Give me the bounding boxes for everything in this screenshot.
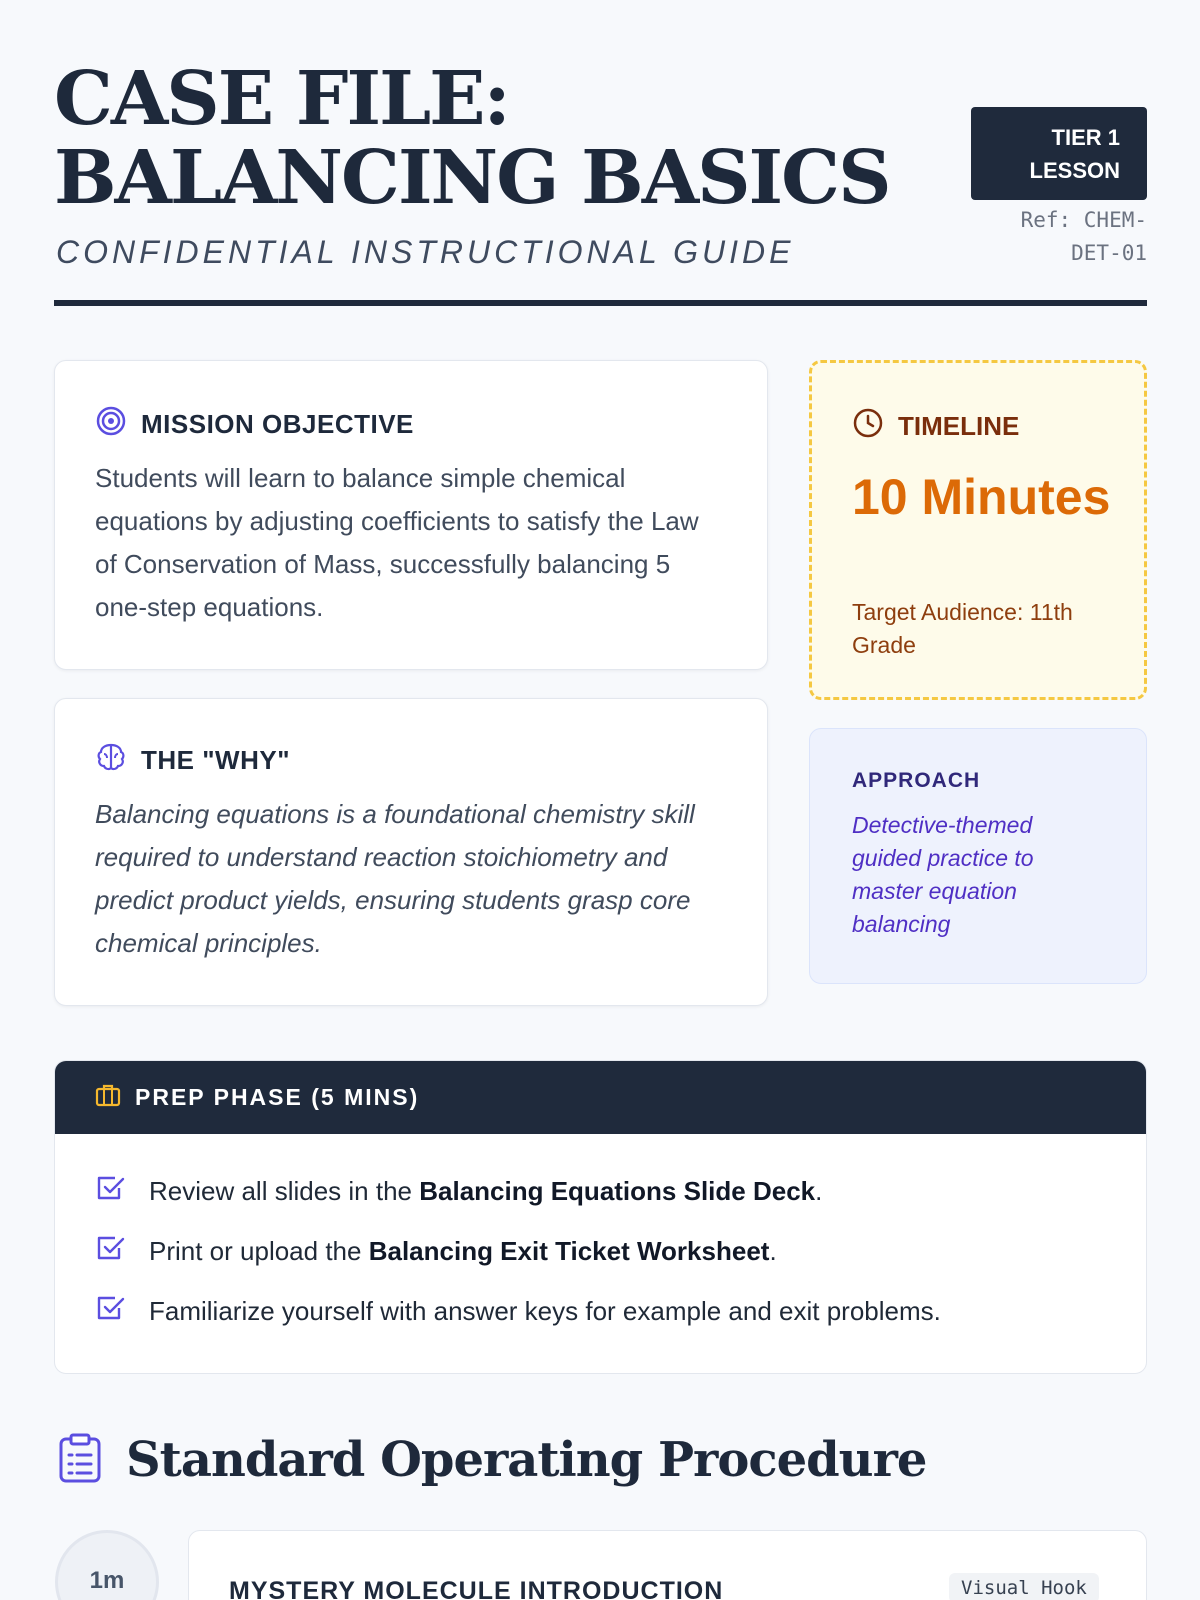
mission-objective-text: Students will learn to balance simple chemical equations by adjusting coefficients to satisfy the Law of Conservation of Mass, successfully balancing 5 one-step equations. [95,463,699,622]
briefcase-icon [95,1082,121,1113]
checklist-item [95,1281,1095,1341]
sop-title: Standard Operating Procedure [126,1432,927,1488]
prep-phase-title: PREP PHASE (5 MINS) [135,1084,420,1110]
brain-icon [95,741,127,780]
header-divider [54,300,1147,306]
checkbox-icon [95,1172,127,1211]
timeline-heading [852,407,1019,446]
why-card [54,698,768,1006]
checkbox-icon [95,1232,127,1271]
prep-checklist [95,1161,1095,1341]
prep-phase-header [55,1061,1146,1134]
approach-text: Detective-themed guided practice to master equation balancing [852,812,1034,937]
page-subtitle: CONFIDENTIAL INSTRUCTIONAL GUIDE [56,234,795,270]
page-header [54,54,1147,306]
target-audience: Target Audience: 11th Grade [852,599,1073,658]
prep-phase-card [54,1060,1147,1374]
approach-heading: APPROACH [852,769,981,792]
step-tag: Visual Hook [949,1573,1099,1600]
timeline-card [809,360,1147,700]
sop-heading [58,1432,926,1488]
reference-code: Ref: CHEM-DET-01 [1020,208,1147,265]
target-icon [95,405,127,444]
mission-objective-title: MISSION OBJECTIVE [141,409,414,439]
step-duration-badge: 1m [55,1530,159,1600]
checklist-item [95,1221,1095,1281]
checklist-item-text: Review all slides in the Balancing Equations Slide Deck. [149,1175,823,1206]
why-text: Balancing equations is a foundational chemistry skill required to understand reaction stoichiometry and predict product yields, ensuring students grasp core chemical principles. [95,799,695,958]
tier-badge: TIER 1 LESSON [971,107,1147,200]
checklist-item-text: Familiarize yourself with answer keys for example and exit problems. [149,1295,941,1326]
clock-icon [852,407,884,446]
checklist-item [95,1161,1095,1221]
clipboard-icon [58,1433,102,1488]
timeline-title: TIMELINE [898,411,1020,441]
approach-card [809,728,1147,984]
mission-objective-heading [95,405,414,444]
mission-objective-card [54,360,768,670]
why-title: THE "WHY" [141,745,291,775]
why-heading [95,741,290,780]
step-title: MYSTERY MOLECULE INTRODUCTION [229,1577,724,1600]
procedure-step-card [188,1530,1147,1600]
page-title: CASE FILE: BALANCING BASICS [54,56,890,221]
checklist-item-text: Print or upload the Balancing Exit Ticket Worksheet. [149,1235,777,1266]
timeline-duration: 10 Minutes [852,469,1111,525]
checkbox-icon [95,1292,127,1331]
